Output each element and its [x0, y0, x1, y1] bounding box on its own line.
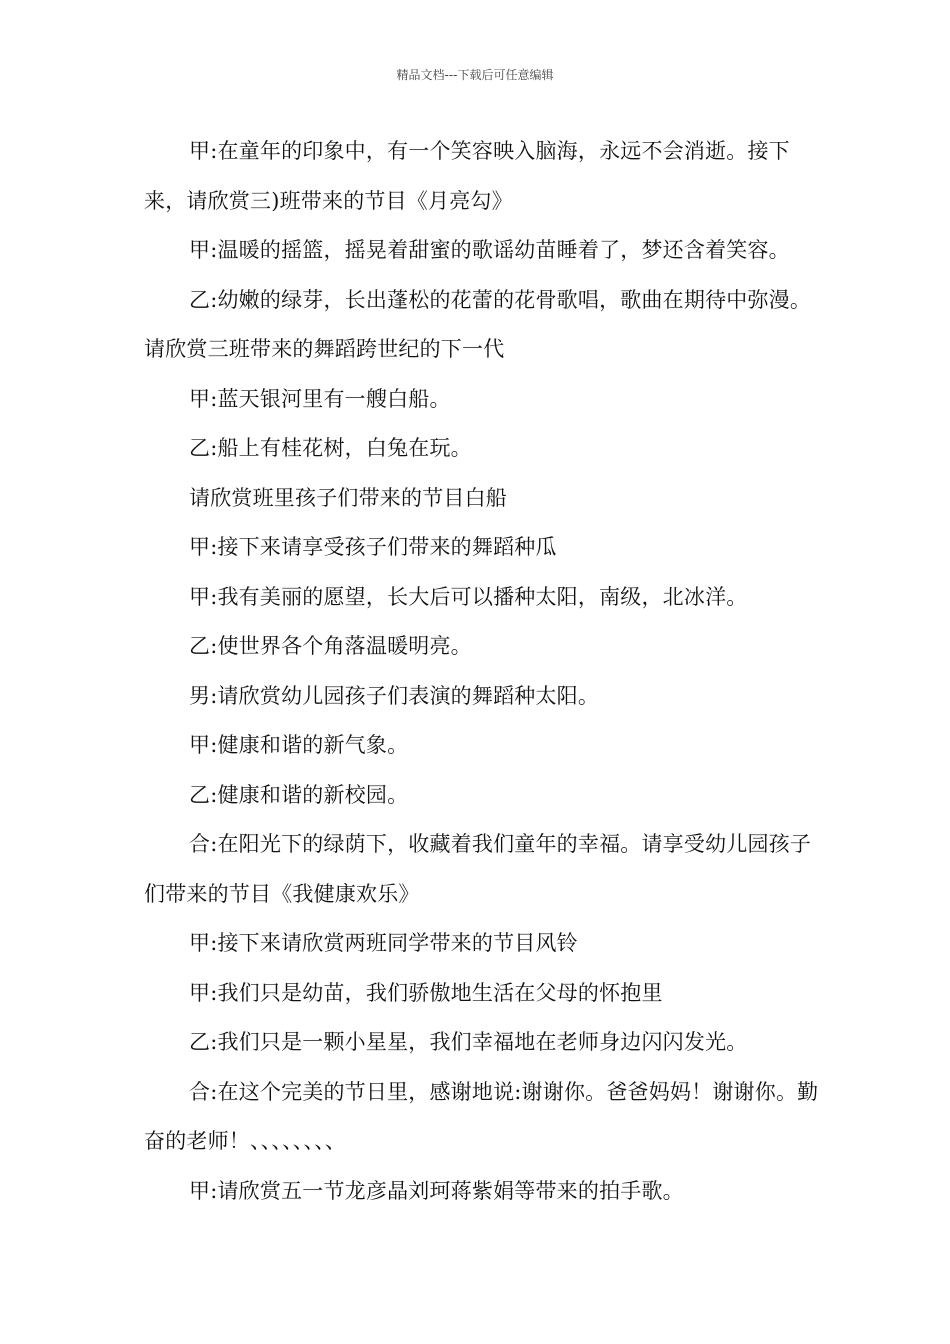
- paragraph-17: 合:在这个完美的节日里，感谢地说:谢谢你。爸爸妈妈！谢谢你。勤奋的老师！、、、、、、、、: [144, 1079, 819, 1153]
- page-header: 精品文档---下载后可任意编辑: [396, 68, 554, 82]
- paragraph-15: 甲:我们只是幼苗，我们骄傲地生活在父母的怀抱里: [189, 980, 663, 1005]
- paragraph-3: 乙:幼嫩的绿芽，长出蓬松的花蕾的花骨歌唱，歌曲在期待中弥漫。请欣赏三班带来的舞蹈跨世纪的下一代: [144, 287, 812, 361]
- paragraph-9: 乙:使世界各个角落温暖明亮。: [189, 634, 472, 658]
- document-body: [144, 127, 819, 1216]
- paragraph-12: 乙:健康和谐的新校园。: [189, 782, 409, 807]
- paragraph-8: 甲:我有美丽的愿望，长大后可以播种太阳，南级，北冰洋。: [189, 584, 748, 609]
- paragraph-13: 合:在阳光下的绿荫下，收藏着我们童年的幸福。请享受幼儿园孩子们带来的节目《我健康欢乐》: [144, 832, 812, 906]
- paragraph-2: 甲:温暖的摇篮，摇晃着甜蜜的歌谣幼苗睡着了，梦还含着笑容。: [189, 238, 790, 262]
- paragraph-11: 甲:健康和谐的新气象。: [189, 733, 409, 757]
- paragraph-10: 男:请欣赏幼儿园孩子们表演的舞蹈种太阳。: [189, 683, 600, 708]
- paragraph-1: 甲:在童年的印象中，有一个笑容映入脑海，永远不会消逝。接下来，请欣赏三)班带来的节目《月亮勾》: [144, 139, 790, 213]
- paragraph-6: 请欣赏班里孩子们带来的节目白船: [189, 485, 507, 510]
- paragraph-5: 乙:船上有桂花树，白兔在玩。: [189, 436, 472, 460]
- paragraph-14: 甲:接下来请欣赏两班同学带来的节目风铃: [189, 931, 578, 955]
- paragraph-18: 甲:请欣赏五一节龙彦晶刘珂蒋紫娟等带来的拍手歌。: [189, 1178, 684, 1203]
- paragraph-16: 乙:我们只是一颗小星星，我们幸福地在老师身边闪闪发光。: [189, 1030, 748, 1054]
- paragraph-7: 甲:接下来请享受孩子们带来的舞蹈种瓜: [189, 535, 557, 559]
- paragraph-4: 甲:蓝天银河里有一艘白船。: [189, 386, 451, 411]
